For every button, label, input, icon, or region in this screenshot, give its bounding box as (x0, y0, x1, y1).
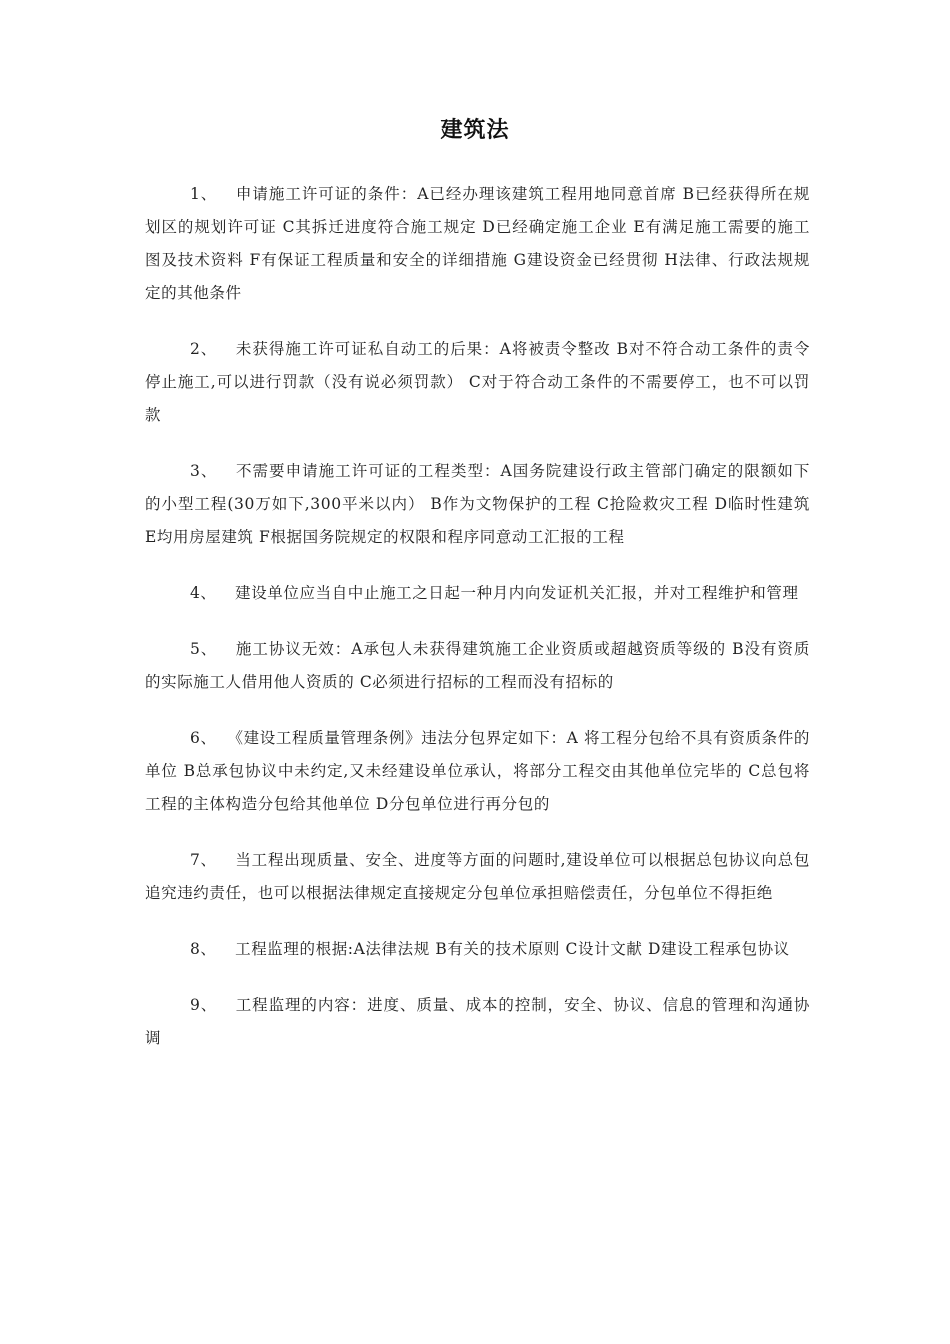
paragraph-3 (145, 455, 810, 554)
paragraph-6 (145, 722, 810, 821)
paragraph-number: 5、 (189, 640, 218, 658)
paragraph-text: 未获得施工许可证私自动工的后果：A将被责令整改 B对不符合动工条件的责令停止施工,可以进行罚款（没有说必须罚款） C对于符合动工条件的不需要停工，也不可以罚款 (145, 340, 810, 424)
paragraph-5 (145, 633, 810, 699)
paragraph-text: 建设单位应当自中止施工之日起一种月内向发证机关汇报，并对工程维护和管理 (235, 584, 799, 602)
paragraph-text: 申请施工许可证的条件：A已经办理该建筑工程用地同意首席 B已经获得所在规划区的规划许可证 C其拆迁进度符合施工规定 D已经确定施工企业 E有满足施工需要的施工图及技术资料 F有保证工程质量和安全的详细措施 G建设资金已经贯彻 H法律、行政法规规定的其他条件 (145, 185, 810, 302)
paragraph-text: 不需要申请施工许可证的工程类型：A国务院建设行政主管部门确定的限额如下的小型工程(30万如下,300平米以内） B作为文物保护的工程 C抢险救灾工程 D临时性建筑 E均用房屋建筑 F根据国务院规定的权限和程序同意动工汇报的工程 (145, 462, 810, 546)
paragraph-text: 《建设工程质量管理条例》违法分包界定如下：A 将工程分包给不具有资质条件的单位 B总承包协议中未约定,又未经建设单位承认，将部分工程交由其他单位完毕的 C总包将工程的主体构造分包给其他单位 D分包单位进行再分包的 (145, 729, 811, 813)
paragraph-number: 1、 (189, 185, 218, 203)
paragraph-2 (145, 333, 810, 432)
paragraph-number: 9、 (189, 996, 218, 1014)
paragraph-text: 当工程出现质量、安全、进度等方面的问题时,建设单位可以根据总包协议向总包追究违约责任，也可以根据法律规定直接规定分包单位承担赔偿责任，分包单位不得拒绝 (145, 851, 811, 902)
paragraph-4 (145, 577, 810, 610)
paragraph-9 (145, 989, 810, 1055)
paragraph-8 (145, 933, 810, 966)
paragraph-number: 4、 (189, 584, 217, 602)
paragraph-1 (145, 178, 810, 310)
paragraph-number: 7、 (189, 851, 217, 869)
paragraph-text: 工程监理的内容：进度、质量、成本的控制，安全、协议、信息的管理和沟通协调 (145, 996, 810, 1047)
paragraph-number: 2、 (189, 340, 218, 358)
paragraph-7 (145, 844, 810, 910)
paragraph-text: 工程监理的根据:A法律法规 B有关的技术原则 C设计文献 D建设工程承包协议 (235, 940, 790, 958)
document-body (145, 178, 810, 1078)
paragraph-number: 3、 (189, 462, 218, 480)
document-title: 建筑法 (440, 118, 510, 143)
paragraph-number: 8、 (189, 940, 217, 958)
paragraph-text: 施工协议无效：A承包人未获得建筑施工企业资质或超越资质等级的 B没有资质的实际施工人借用他人资质的 C必须进行招标的工程而没有招标的 (145, 640, 810, 691)
paragraph-number: 6、 (189, 729, 217, 747)
